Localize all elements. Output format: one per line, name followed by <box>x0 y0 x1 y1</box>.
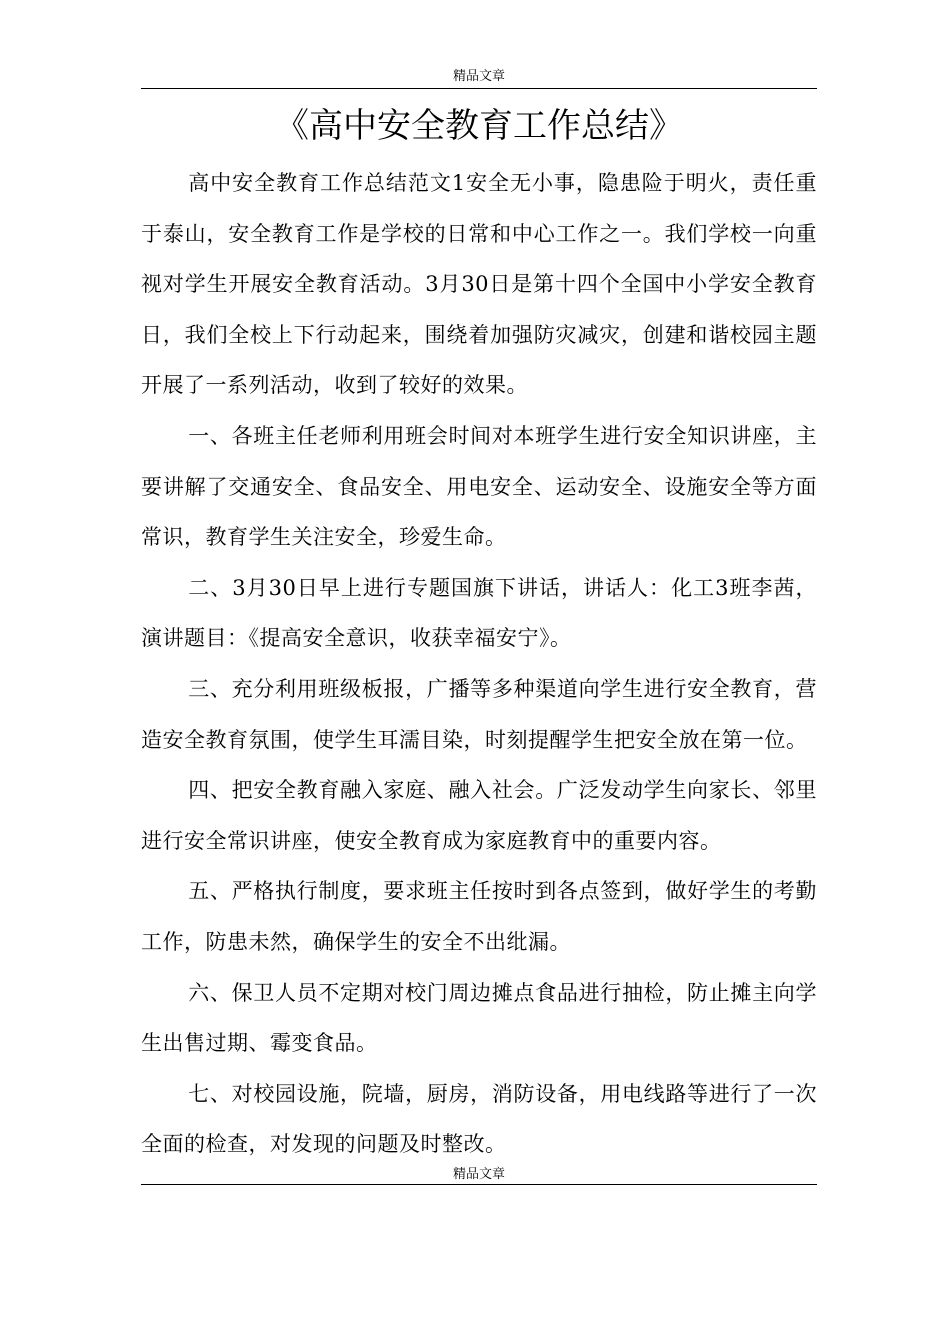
paragraph-item-4: 四、把安全教育融入家庭、融入社会。广泛发动学生向家长、邻里进行安全常识讲座，使安全教育成为家庭教育中的重要内容。 <box>141 778 817 853</box>
paragraph-item-2: 二、3月30日早上进行专题国旗下讲话，讲话人：化工3班李茜，演讲题目：《提高安全意识，收获幸福安宁》。 <box>141 575 817 651</box>
paragraph-item-6: 六、保卫人员不定期对校门周边摊点食品进行抽检，防止摊主向学生出售过期、霉变食品。 <box>141 980 817 1056</box>
paragraph-item-3: 三、充分利用班级板报，广播等多种渠道向学生进行安全教育，营造安全教育氛围，使学生耳濡目染，时刻提醒学生把安全放在第一位。 <box>141 676 817 752</box>
paragraph-item-1: 一、各班主任老师利用班会时间对本班学生进行安全知识讲座，主要讲解了交通安全、食品安全、用电安全、运动安全、设施安全等方面常识，教育学生关注安全，珍爱生命。 <box>141 423 817 550</box>
paragraph-intro: 高中安全教育工作总结范文1安全无小事，隐患险于明火，责任重于泰山，安全教育工作是学校的日常和中心工作之一。我们学校一向重视对学生开展安全教育活动。3月30日是第十四个全国中小学安全教育日，我们全校上下行动起来，围绕着加强防灾减灾，创建和谐校园主题开展了一系列活动，收到了较好的效果。 <box>141 171 817 398</box>
paragraph-item-7: 七、对校园设施，院墙，厨房，消防设备，用电线路等进行了一次全面的检查，对发现的问题及时整改。 <box>141 1081 817 1157</box>
document-title: 《高中安全教育工作总结》 <box>275 106 683 146</box>
page-header: 精品文章 <box>141 68 817 89</box>
page-footer: 精品文章 <box>141 1166 817 1185</box>
document-body <box>141 158 817 1170</box>
paragraph-item-5: 五、严格执行制度，要求班主任按时到各点签到，做好学生的考勤工作，防患未然，确保学生的安全不出纰漏。 <box>141 879 817 954</box>
